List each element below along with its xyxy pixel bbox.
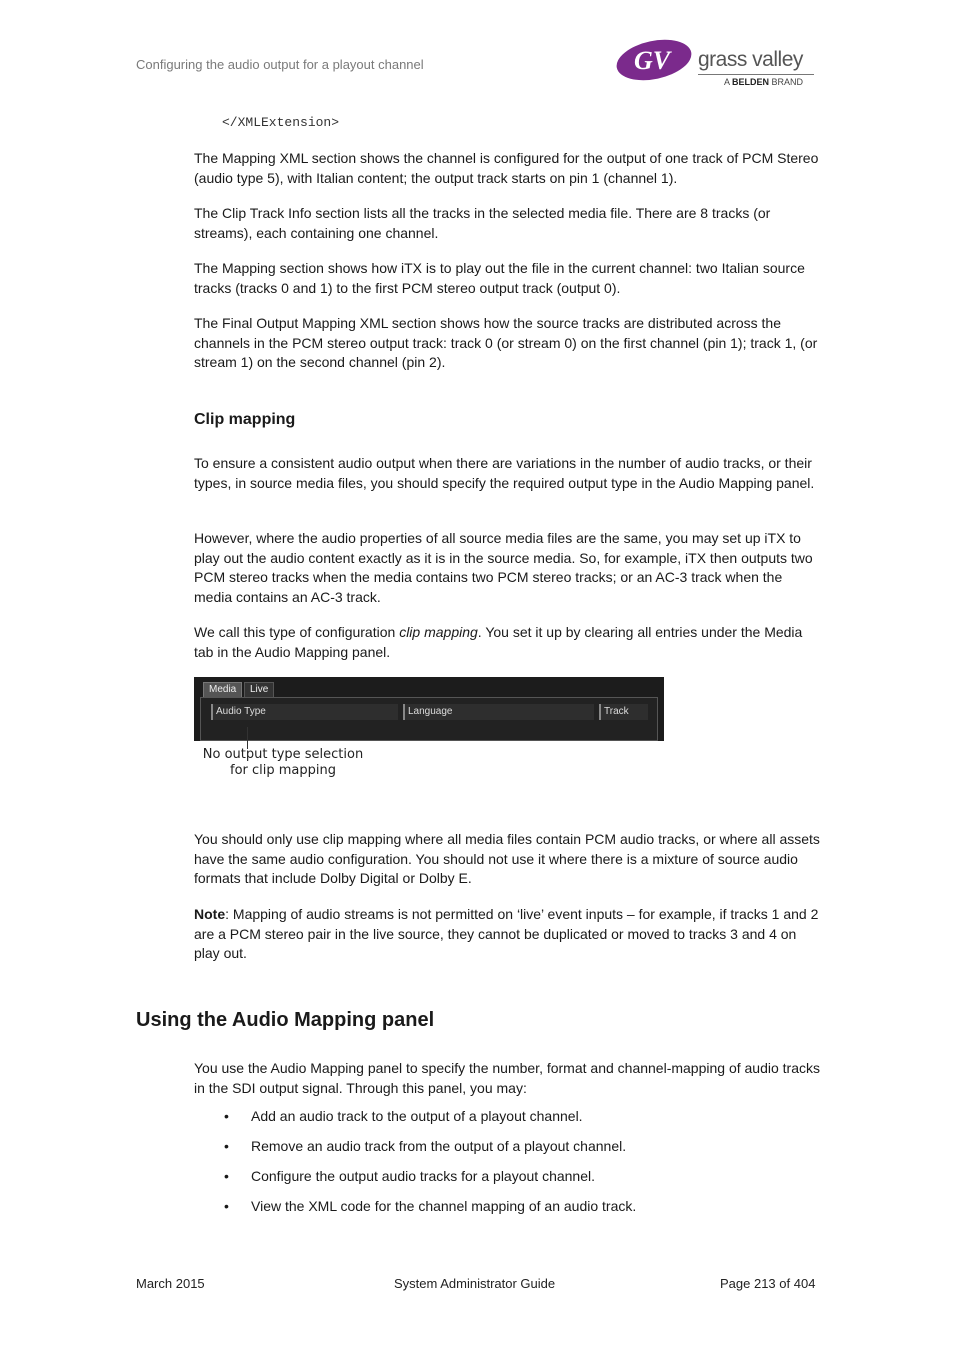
footer-date: March 2015 — [136, 1276, 205, 1291]
paragraph-clip-track-info: The Clip Track Info section lists all the tracks in the selected media file. There are 8 tracks (or streams), each containing one channel. — [194, 205, 771, 241]
paragraph-clip-mapping-4: You should only use clip mapping where all media files contain PCM audio tracks, or where all assets have the same audio configuration. You should not use it where there is a mixture of source audio formats that include Dolby Digital or Dolby E. — [194, 831, 820, 887]
bullet-icon: • — [224, 1168, 229, 1184]
list-item: • View the XML code for the channel mapping of an audio track. — [224, 1198, 637, 1214]
list-item: • Configure the output audio tracks for a playout channel. — [224, 1168, 595, 1184]
tab-media[interactable]: Media — [203, 682, 242, 697]
column-language[interactable]: Language — [403, 704, 594, 720]
tab-live[interactable]: Live — [244, 682, 274, 697]
logo-mark-icon — [614, 36, 696, 84]
logo-rule — [698, 74, 814, 75]
list-item: • Add an audio track to the output of a playout channel. — [224, 1108, 583, 1124]
paragraph-final-output: The Final Output Mapping XML section shows how the source tracks are distributed across the channels in the PCM stereo output track: track 0 (or stream 0) on the first channel (pin 1); track 1, (or stream 1) on the second channel (pin 2). — [194, 315, 818, 371]
running-header: Configuring the audio output for a playout channel — [136, 57, 424, 72]
paragraph-mapping-xml: The Mapping XML section shows the channel is configured for the output of one track of PCM Stereo (audio type 5), with Italian content; the output track starts on pin 1 (channel 1). — [194, 150, 819, 186]
bullet-icon: • — [224, 1138, 229, 1154]
callout-pointer — [247, 727, 248, 749]
bullet-icon: • — [224, 1198, 229, 1214]
xml-closing-tag: </XMLExtension> — [222, 115, 340, 130]
svg-text:GV: GV — [634, 46, 671, 75]
column-audio-type[interactable]: Audio Type — [211, 704, 398, 720]
paragraph-clip-mapping-1: To ensure a consistent audio output when there are variations in the number of audio tracks, or their types, in source media files, you should specify the required output type in the Audio Mapping panel. — [194, 455, 815, 491]
clip-mapping-heading: Clip mapping — [194, 411, 296, 428]
paragraph-mapping-section: The Mapping section shows how iTX is to play out the file in the current channel: two Italian source tracks (tracks 0 and 1) to the first PCM stereo output track (output 0). — [194, 260, 805, 296]
note-paragraph: Note: Mapping of audio streams is not permitted on ‘live’ event inputs – for example, if tracks 1 and 2 are a PCM stereo pair in the live source, they cannot be duplicated or moved to tracks 3 and 4 on play out. — [194, 906, 819, 962]
footer-doc-title: System Administrator Guide — [394, 1276, 556, 1291]
section-heading-audio-mapping: Using the Audio Mapping panel — [136, 1009, 435, 1031]
paragraph-audio-panel-intro: You use the Audio Mapping panel to specify the number, format and channel-mapping of audio tracks in the SDI output signal. Through this panel, you may: — [194, 1060, 821, 1096]
list-item: • Remove an audio track from the output of a playout channel. — [224, 1138, 627, 1154]
bullet-icon: • — [224, 1108, 229, 1124]
paragraph-clip-mapping-3: We call this type of configuration clip mapping. You set it up by clearing all entries under the Media tab in the Audio Mapping panel. — [194, 624, 803, 660]
logo-tagline: A BELDEN BRAND — [724, 77, 804, 87]
audio-mapping-table — [200, 697, 658, 741]
audio-mapping-panel-screenshot — [194, 677, 664, 741]
callout-caption: No output type selection for clip mapping — [202, 747, 364, 778]
logo-wordmark: grass valley — [698, 48, 803, 71]
footer-page-number: Page 213 of 404 — [720, 1276, 816, 1291]
column-track[interactable]: Track — [599, 704, 648, 720]
grass-valley-logo — [614, 36, 818, 92]
paragraph-clip-mapping-2: However, where the audio properties of all source media files are the same, you may set up iTX to play out the audio content exactly as it is in the source media. So, for example, iTX then outputs two PCM stereo tracks when the media contains two PCM stereo tracks; or an AC-3 track when the media contains an AC-3 track. — [194, 530, 813, 605]
